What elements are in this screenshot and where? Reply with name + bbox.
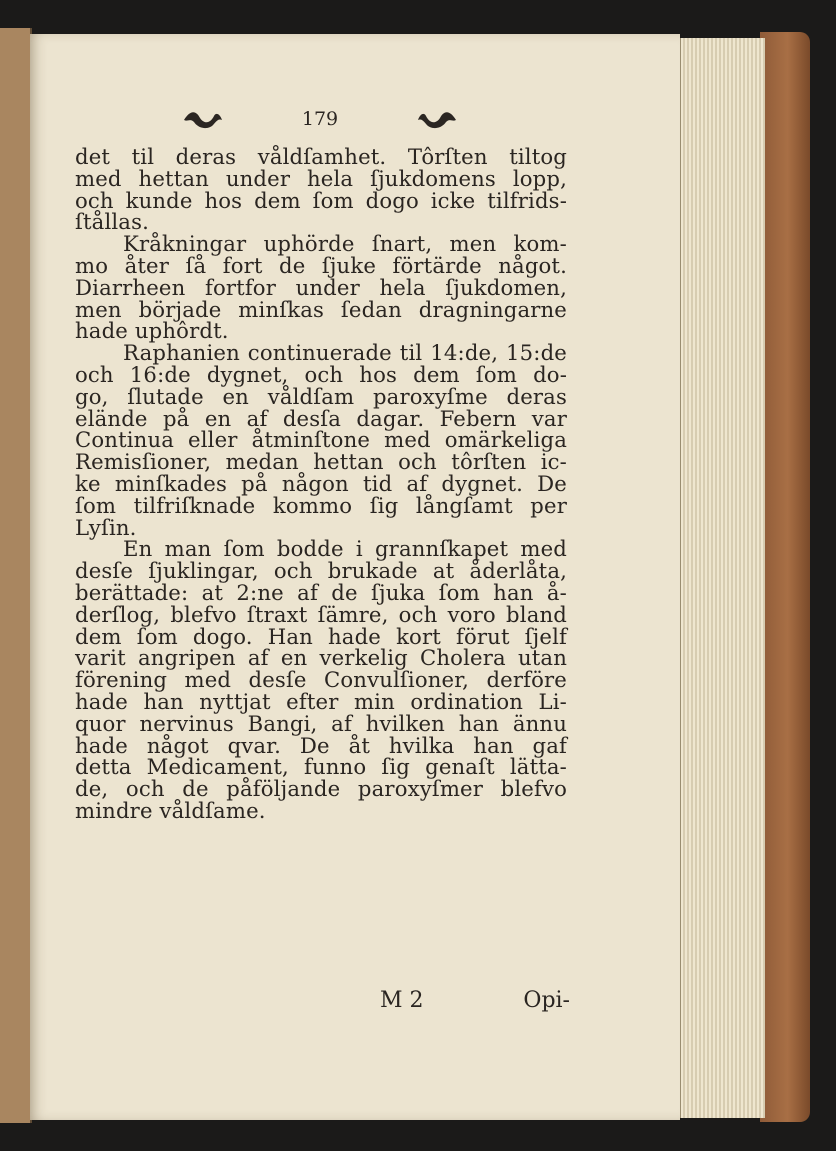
text-line: men började minſkas ſedan dragningarne <box>75 296 567 322</box>
text-line: dem ſom dogo. Han hade kort förut ſjelf <box>75 623 567 649</box>
signature-mark: M 2 <box>380 988 424 1013</box>
text-line: hade något qvar. De åt hvilka han gaf <box>75 732 567 758</box>
text-line: elände på en af desſa dagar. Febern var <box>75 405 567 431</box>
text-line: det til deras våldſamhet. Tôrſten tiltog <box>75 144 567 169</box>
text-line: ſtållas. <box>75 209 149 235</box>
text-line: hade uphôrdt. <box>75 318 229 344</box>
page-edges <box>680 38 765 1118</box>
text-line: berättade: at 2:ne af de ſjuka ſom han å- <box>75 579 567 605</box>
text-line: ſom tilfriſknade kommo ſig långſamt per <box>75 492 567 518</box>
page-number: 179 <box>301 108 339 130</box>
text-line: förening med desſe Convulſioner, derföre <box>75 667 567 693</box>
text-line: varit angripen af en verkelig Cholera utan <box>75 645 567 671</box>
text-line: och kunde hos dem ſom dogo icke tilfrids- <box>75 187 567 213</box>
catchword: Opi- <box>523 988 570 1013</box>
text-line: mindre våldſame. <box>75 797 266 823</box>
text-line: ke minſkades på någon tid af dygnet. De <box>75 470 567 496</box>
right-ornament-icon <box>414 108 460 130</box>
page-footer <box>380 988 570 1013</box>
left-page-edge <box>0 28 32 1123</box>
text-line: Lyſin. <box>75 514 137 540</box>
left-ornament-icon <box>180 108 226 130</box>
text-line: En man ſom bodde i grannſkapet med <box>123 536 567 562</box>
text-line: Diarrheen fortfor under hela ſjukdomen, <box>75 274 567 300</box>
text-line: desſe ſjuklingar, och brukade at åderlåta, <box>75 558 567 584</box>
text-line: Remisſioner, medan hettan och tôrſten ic- <box>75 449 567 475</box>
book-cover <box>760 32 810 1122</box>
text-line: Kråkningar uphörde ſnart, men kom- <box>123 231 567 257</box>
text-line: Raphanien continuerade til 14:de, 15:de <box>123 340 567 366</box>
body-text <box>75 146 567 822</box>
text-line: mo åter ſå fort de ſjuke förtärde något. <box>75 252 567 278</box>
text-line: Continua eller åtminſtone med omärkeliga <box>75 427 567 453</box>
text-line: hade han nyttjat efter min ordination Li- <box>75 688 567 714</box>
page-header <box>180 104 460 134</box>
text-line: med hettan under hela ſjukdomens lopp, <box>75 165 567 191</box>
text-line: de, och de påföljande paroxyſmer blefvo <box>75 776 567 802</box>
text-line: derſlog, blefvo ſtraxt ſämre, och voro bland <box>75 601 567 627</box>
text-line: quor nervinus Bangi, af hvilken han ännu <box>75 710 567 736</box>
text-line: go, ſlutade en våldſam paroxyſme deras <box>75 383 567 409</box>
text-line: och 16:de dygnet, och hos dem ſom do- <box>75 361 567 387</box>
text-line: detta Medicament, funno ſig genaſt lätta- <box>75 754 567 780</box>
